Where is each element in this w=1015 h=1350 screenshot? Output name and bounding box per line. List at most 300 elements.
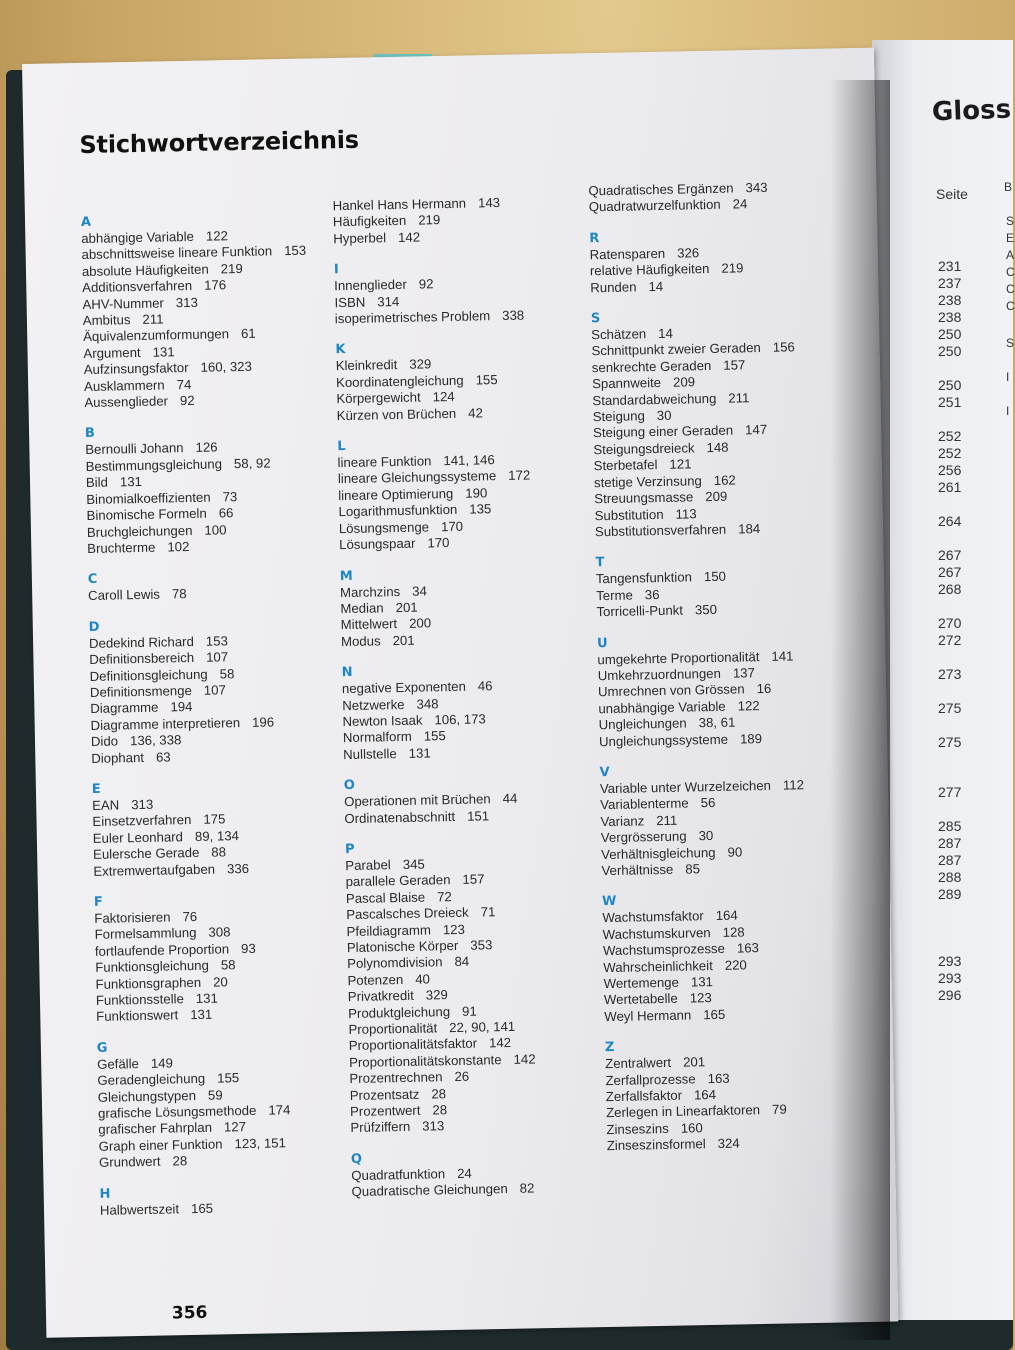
entry-term: Proportionalität [348, 1020, 438, 1038]
index-entry [351, 1180, 601, 1201]
entry-term: Varianz [600, 813, 645, 829]
entry-pages: 30 [656, 407, 672, 424]
entry-pages: 160 [680, 1120, 703, 1136]
entry-pages: 28 [431, 1085, 447, 1102]
entry-pages: 123 [689, 990, 712, 1006]
glossary-page-number: 252 [938, 428, 962, 444]
entry-pages: 46 [477, 678, 493, 694]
glossary-page-number: 275 [938, 700, 962, 716]
entry-term: Ambitus [82, 312, 131, 329]
entry-term: isoperimetrisches Problem [334, 308, 491, 327]
entry-pages: 151 [466, 807, 490, 824]
entry-term: Argument [83, 344, 141, 361]
entry-term: umgekehrte Proportionalität [597, 648, 760, 667]
index-section [334, 258, 585, 328]
entry-pages: 211 [142, 311, 164, 327]
entry-term: Halbwertszeit [99, 1201, 180, 1218]
entry-term: Binomische Formeln [86, 505, 207, 524]
glossary-page-number: 272 [938, 632, 962, 648]
entry-pages: 164 [693, 1087, 717, 1103]
entry-pages: 190 [465, 485, 488, 501]
entry-pages: 92 [418, 276, 434, 292]
entry-term: Variable unter Wurzelzeichen [599, 777, 772, 797]
entry-pages: 141, 146 [443, 452, 495, 469]
entry-term: Platonische Körper [346, 937, 459, 956]
glossary-term-letter: E [1006, 231, 1015, 245]
entry-pages: 155 [423, 728, 446, 744]
entry-term: Ordinatenabschnitt [344, 808, 456, 826]
gutter-shadow [830, 80, 890, 1340]
entry-term: AHV-Nummer [82, 295, 164, 312]
glossary-page-number: 267 [938, 547, 962, 563]
index-section [589, 226, 840, 296]
entry-pages: 175 [203, 811, 226, 828]
entry-term: Bild [85, 474, 109, 491]
entry-pages: 164 [715, 907, 738, 924]
entry-pages: 308 [208, 924, 231, 941]
entry-pages: 142 [397, 229, 421, 245]
entry-pages: 142 [513, 1051, 536, 1067]
entry-pages: 137 [732, 665, 756, 681]
entry-term: Lösungspaar [339, 535, 416, 553]
section-letter: W [601, 894, 617, 910]
section-letter: N [341, 665, 353, 681]
entry-pages: 124 [432, 389, 455, 405]
glossary-term-letter: C [1006, 282, 1015, 296]
entry-pages: 345 [402, 856, 425, 872]
entry-pages: 30 [698, 828, 714, 844]
entry-term: Binomialkoeffizienten [86, 489, 211, 507]
section-letter: B [84, 426, 96, 442]
entry-term: Marchzins [339, 583, 401, 600]
entry-pages: 121 [669, 456, 692, 473]
entry-pages: 26 [454, 1069, 470, 1085]
index-column-1 [81, 210, 351, 1234]
glossary-page-number: 250 [938, 343, 962, 359]
entry-term: Grundwert [98, 1153, 161, 1171]
entry-term: Operationen mit Brüchen [343, 791, 491, 810]
index-section [597, 631, 849, 750]
entry-term: Aussenglieder [84, 393, 169, 411]
entry-pages: 93 [240, 940, 256, 956]
entry-term: Ungleichungen [598, 715, 687, 733]
entry-term: Kleinkredit [335, 357, 398, 374]
entry-pages: 143 [477, 195, 501, 211]
entry-pages: 131 [408, 745, 431, 761]
entry-term: Prozentsatz [349, 1086, 420, 1103]
entry-term: Steigung [592, 408, 645, 425]
index-section [335, 338, 587, 424]
entry-term: Steigungsdreieck [593, 440, 695, 458]
entry-pages: 172 [508, 467, 531, 484]
index-entry [590, 275, 840, 296]
index-section [97, 1036, 349, 1172]
glossary-page-number: 268 [938, 581, 962, 597]
entry-pages: 66 [218, 505, 234, 521]
entry-pages: 73 [222, 488, 238, 505]
section-letter: T [595, 555, 605, 571]
entry-pages: 59 [207, 1087, 223, 1103]
entry-term: Äquivalenzumformungen [82, 326, 230, 345]
section-letter: Z [604, 1040, 615, 1056]
index-section [337, 434, 589, 553]
entry-term: Häufigkeiten [332, 213, 407, 230]
entry-pages: 153 [283, 243, 307, 259]
entry-term: Zinseszinsformel [606, 1136, 706, 1154]
entry-term: Runden [590, 279, 637, 295]
entry-term: Diophant [91, 749, 145, 766]
entry-pages: 78 [171, 586, 187, 602]
glossary-page-number: 264 [938, 513, 962, 529]
entry-pages: 128 [722, 924, 745, 940]
entry-term: Prozentrechnen [349, 1069, 443, 1087]
index-section [92, 777, 344, 880]
entry-pages: 157 [723, 357, 746, 373]
entry-term: Schätzen [591, 326, 647, 343]
entry-term: Zerlegen in Linearfaktoren [605, 1102, 761, 1121]
glossary-page-number: 296 [938, 987, 962, 1003]
entry-term: Zerfallprozesse [605, 1071, 696, 1088]
glossary-term-letter: I [1006, 404, 1010, 418]
index-column-2 [333, 193, 602, 1215]
entry-pages: 126 [195, 439, 218, 456]
index-entry [99, 1150, 349, 1171]
entry-term: Prüfziffern [350, 1119, 411, 1136]
entry-term: parallele Geraden [345, 872, 451, 890]
entry-pages: 88 [211, 844, 227, 860]
index-section [94, 890, 346, 1026]
entry-pages: 136, 338 [129, 732, 182, 749]
entry-pages: 79 [771, 1102, 787, 1118]
entry-term: Funktionsgraphen [95, 974, 202, 992]
index-entry [100, 1198, 350, 1219]
entry-pages: 148 [706, 439, 729, 455]
glossary-column-heading: Seite [936, 186, 968, 202]
section-letter: K [335, 342, 346, 358]
entry-term: Eulersche Gerade [92, 845, 200, 863]
index-entry [595, 519, 845, 540]
entry-pages: 131 [195, 990, 218, 1007]
entry-term: Extremwertaufgaben [93, 861, 216, 879]
index-column-3 [588, 179, 857, 1170]
entry-term: Parabel [345, 857, 391, 874]
section-letter: A [80, 214, 92, 231]
entry-term: Ausklammern [83, 377, 165, 394]
entry-term: Definitionsmenge [89, 682, 192, 700]
entry-term: Quadratwurzelfunktion [588, 197, 721, 215]
section-letter: L [337, 439, 346, 455]
entry-term: Bruchterme [87, 539, 156, 556]
section-letter: E [91, 781, 101, 797]
entry-term: Aufzinsungsfaktor [83, 360, 189, 378]
entry-term: Terme [596, 587, 633, 603]
index-section [588, 179, 839, 217]
entry-pages: 313 [131, 796, 154, 813]
entry-term: Bernoulli Johann [85, 440, 184, 458]
entry-term: Formelsammlung [94, 925, 197, 943]
entry-term: Dido [90, 733, 119, 750]
glossary-term-letter: S [1006, 336, 1015, 350]
entry-term: EAN [91, 797, 120, 813]
page-number: 356 [171, 1302, 208, 1324]
entry-pages: 112 [782, 777, 805, 793]
glossary-term-letter: C [1006, 265, 1015, 279]
entry-term: stetige Verzinsung [593, 472, 702, 490]
entry-term: Caroll Lewis [87, 586, 161, 604]
index-entry [339, 532, 589, 553]
entry-term: Potenzen [347, 971, 404, 988]
entry-term: Graph einer Funktion [98, 1136, 223, 1154]
page-title: Stichwortverzeichnis [79, 125, 360, 160]
section-letter: U [596, 635, 608, 651]
index-entry [601, 858, 851, 879]
entry-pages: 201 [395, 599, 418, 615]
entry-pages: 85 [685, 861, 701, 877]
entry-term: Innenglieder [334, 277, 407, 294]
index-page [30, 55, 854, 1330]
entry-pages: 219 [721, 260, 744, 276]
entry-term: Standardabweichung [592, 390, 717, 408]
entry-pages: 141 [771, 647, 794, 664]
entry-pages: 34 [412, 582, 427, 599]
glossary-title: Gloss [931, 94, 1012, 128]
index-entry [589, 195, 839, 216]
entry-pages: 211 [728, 389, 750, 406]
index-section [340, 564, 592, 650]
glossary-page-number: 238 [938, 292, 962, 308]
entry-term: Netzwerke [342, 696, 405, 713]
entry-pages: 42 [468, 405, 483, 421]
index-section [595, 551, 846, 621]
entry-pages: 82 [519, 1180, 535, 1197]
index-entry [343, 742, 593, 763]
entry-pages: 165 [190, 1200, 214, 1216]
entry-pages: 92 [179, 392, 195, 409]
entry-term: Verhältnisse [601, 861, 674, 879]
entry-pages: 24 [732, 196, 748, 212]
entry-term: Wachstumsprozesse [602, 941, 726, 959]
entry-pages: 44 [502, 790, 518, 807]
glossary-page-number: 285 [938, 818, 962, 834]
glossary-page-number: 293 [938, 970, 962, 986]
entry-term: lineare Optimierung [338, 485, 454, 504]
entry-term: absolute Häufigkeiten [81, 261, 209, 279]
glossary-page-number: 287 [938, 835, 962, 851]
entry-term: Vergrösserung [600, 828, 687, 846]
entry-term: Pfeildiagramm [346, 922, 432, 939]
glossary-page-number: 238 [938, 309, 962, 325]
index-entry [604, 1004, 854, 1025]
entry-pages: 343 [745, 179, 768, 196]
entry-pages: 74 [176, 376, 192, 392]
entry-term: Variablenterme [600, 795, 689, 813]
entry-pages: 314 [377, 293, 400, 309]
entry-pages: 107 [205, 649, 229, 665]
entry-term: Zentralwert [605, 1055, 672, 1072]
entry-term: Bestimmungsgleichung [85, 456, 223, 474]
entry-term: Pascal Blaise [345, 889, 426, 906]
entry-term: abhängige Variable [81, 228, 195, 247]
section-letter: G [96, 1040, 108, 1056]
index-section [345, 837, 601, 1137]
entry-term: lineare Funktion [337, 453, 432, 471]
entry-pages: 350 [694, 602, 718, 618]
entry-term: grafische Lösungsmethode [97, 1102, 257, 1121]
entry-term: senkrechte Geraden [591, 357, 712, 376]
entry-term: Privatkredit [347, 988, 414, 1005]
entry-term: Pascalsches Dreieck [346, 904, 469, 923]
section-letter: R [589, 230, 600, 247]
entry-pages: 122 [205, 228, 229, 244]
entry-pages: 353 [470, 937, 493, 953]
entry-pages: 142 [488, 1035, 512, 1051]
index-section [605, 1036, 857, 1155]
section-letter: D [88, 619, 100, 635]
entry-pages: 71 [480, 904, 496, 920]
entry-term: Polynomdivision [347, 954, 443, 972]
entry-term: Torricelli-Punkt [596, 602, 684, 620]
entry-term: Diagramme [90, 699, 159, 717]
entry-pages: 220 [724, 957, 747, 973]
entry-pages: 107 [203, 682, 227, 698]
entry-pages: 155 [475, 371, 498, 388]
entry-term: Median [340, 600, 384, 617]
entry-term: Kürzen von Brüchen [336, 405, 457, 423]
section-letter: V [599, 764, 610, 781]
entry-term: Hyperbel [333, 230, 387, 247]
entry-term: Hankel Hans Hermann [332, 195, 467, 214]
entry-term: Proportionalitätsfaktor [348, 1036, 478, 1054]
section-letter: M [339, 568, 353, 584]
section-letter: F [93, 894, 104, 910]
entry-term: Tangensfunktion [595, 569, 693, 587]
entry-term: fortlaufende Proportion [94, 941, 230, 959]
entry-pages: 84 [454, 954, 470, 970]
index-section [99, 1182, 350, 1219]
entry-term: Funktionsstelle [95, 991, 184, 1008]
entry-term: Prozentwert [349, 1102, 421, 1120]
entry-term: Definitionsgleichung [89, 666, 208, 684]
entry-term: Zerfallsfaktor [605, 1087, 683, 1105]
entry-pages: 348 [416, 695, 439, 712]
glossary-page-number: 267 [938, 564, 962, 580]
entry-pages: 211 [656, 812, 678, 828]
entry-term: Körpergewicht [336, 389, 421, 407]
entry-term: relative Häufigkeiten [589, 261, 710, 279]
entry-term: Bruchgleichungen [86, 522, 193, 540]
index-entry [344, 806, 594, 827]
entry-pages: 329 [425, 987, 448, 1003]
entry-pages: 170 [427, 535, 450, 551]
entry-term: Normalform [342, 729, 412, 746]
entry-term: Substitution [594, 506, 664, 523]
entry-pages: 313 [175, 294, 198, 310]
entry-term: Quadratfunktion [351, 1166, 446, 1183]
entry-term: Sterbetafel [593, 457, 658, 474]
index-section [81, 210, 335, 411]
entry-pages: 131 [152, 344, 175, 360]
entry-pages: 122 [737, 697, 760, 714]
entry-pages: 58, 92 [233, 455, 271, 472]
entry-term: Quadratisches Ergänzen [588, 180, 734, 199]
entry-term: ISBN [334, 294, 366, 310]
entry-term: Wachstumskurven [602, 924, 711, 942]
entry-term: Gefälle [96, 1055, 140, 1072]
entry-pages: 219 [418, 212, 441, 228]
entry-pages: 194 [170, 699, 193, 715]
entry-pages: 76 [182, 908, 198, 925]
index-entry [333, 226, 583, 247]
index-entry [596, 600, 846, 621]
index-entry [93, 859, 343, 880]
entry-term: Substitutionsverfahren [594, 521, 727, 540]
entry-term: Lösungsmenge [338, 519, 430, 536]
entry-pages: 56 [700, 795, 716, 811]
glossary-page-number: 231 [938, 258, 962, 274]
entry-pages: 336 [226, 860, 250, 876]
entry-term: Geradengleichung [97, 1071, 206, 1089]
entry-pages: 156 [772, 339, 795, 356]
glossary-page-number: 256 [938, 462, 962, 478]
glossary-term-letter: S [1006, 214, 1015, 228]
entry-pages: 106, 173 [434, 711, 486, 728]
entry-pages: 165 [703, 1006, 726, 1023]
index-section [344, 773, 595, 827]
entry-pages: 63 [155, 748, 171, 765]
index-entry [96, 1005, 346, 1026]
entry-term: Newton Isaak [342, 712, 423, 730]
index-section [85, 422, 337, 558]
index-entry [84, 390, 334, 411]
entry-pages: 131 [119, 474, 143, 490]
index-entry [91, 746, 341, 767]
index-section [351, 1147, 602, 1201]
entry-term: grafischer Fahrplan [98, 1120, 213, 1138]
entry-term: Einsetzverfahren [92, 812, 192, 830]
entry-pages: 163 [736, 940, 760, 956]
entry-pages: 38, 61 [698, 714, 736, 731]
entry-pages: 90 [727, 844, 743, 860]
entry-term: Zinseszins [606, 1120, 669, 1138]
glossary-page-number: 252 [938, 445, 962, 461]
entry-pages: 157 [462, 871, 485, 888]
entry-term: Wertetabelle [603, 991, 678, 1008]
index-entry [87, 536, 337, 557]
glossary-page-number: 250 [938, 377, 962, 393]
entry-pages: 40 [415, 971, 431, 987]
index-section [333, 193, 584, 247]
entry-pages: 324 [717, 1135, 740, 1152]
entry-pages: 100 [204, 521, 227, 538]
glossary-term-letter: A [1006, 248, 1015, 262]
entry-pages: 16 [756, 681, 772, 697]
entry-pages: 20 [212, 973, 228, 990]
entry-term: Koordinatengleichung [335, 372, 464, 391]
entry-pages: 58 [220, 957, 236, 973]
entry-term: Mittelwert [340, 616, 398, 633]
glossary-page-number: 237 [938, 275, 962, 291]
index-entry [88, 583, 338, 604]
entry-pages: 14 [658, 325, 673, 342]
glossary-page-number: 275 [938, 734, 962, 750]
entry-pages: 329 [409, 356, 432, 373]
entry-pages: 24 [456, 1165, 472, 1181]
index-entry [350, 1116, 600, 1137]
entry-pages: 209 [705, 488, 728, 505]
entry-pages: 14 [648, 278, 664, 294]
entry-pages: 123, 151 [234, 1135, 287, 1152]
entry-pages: 174 [268, 1102, 291, 1118]
